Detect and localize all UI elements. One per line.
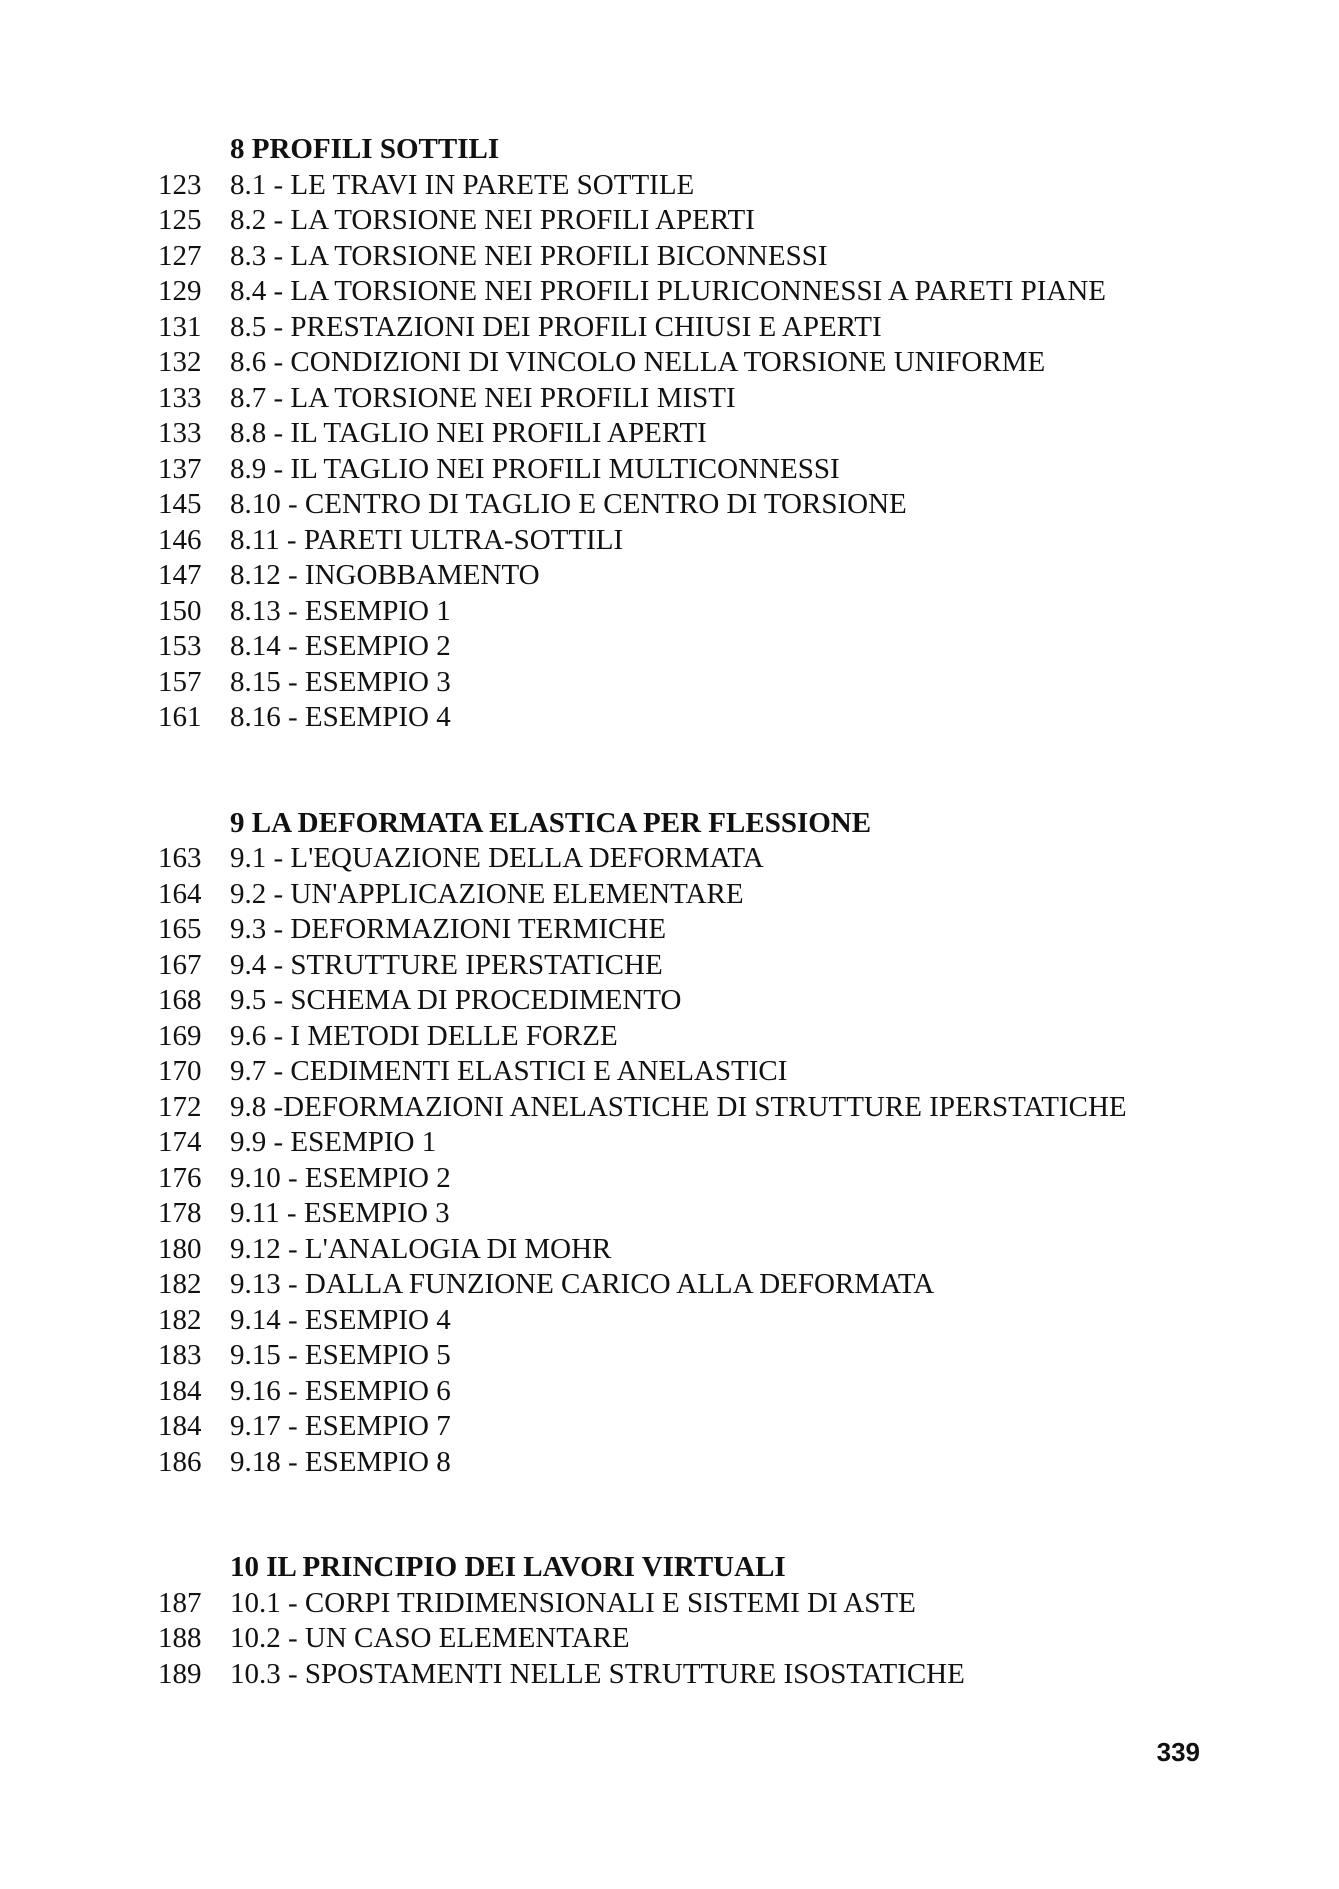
entry-title: 8.4 - LA TORSIONE NEI PROFILI PLURICONNESSI A PARETI PIANE — [230, 275, 1106, 307]
entry-page: 125 — [158, 204, 202, 236]
toc-entry — [158, 558, 1278, 594]
entry-title: 8.10 - CENTRO DI TAGLIO E CENTRO DI TORSIONE — [230, 488, 907, 520]
entry-title: 9.1 - L'EQUAZIONE DELLA DEFORMATA — [230, 842, 764, 874]
entry-page: 165 — [158, 913, 202, 945]
entry-page: 176 — [158, 1161, 202, 1194]
toc-entry — [158, 983, 1278, 1019]
entry-page: 183 — [158, 1339, 202, 1371]
entry-page: 184 — [158, 1410, 202, 1442]
entry-title: 8.11 - PARETI ULTRA-SOTTILI — [230, 523, 624, 556]
table-of-contents — [158, 132, 1278, 1692]
toc-entry — [158, 1161, 1278, 1197]
entry-title: 8.6 - CONDIZIONI DI VINCOLO NELLA TORSIONE UNIFORME — [230, 346, 1046, 378]
entry-title: 8.1 - LE TRAVI IN PARETE SOTTILE — [230, 168, 695, 201]
entry-page: 133 — [158, 417, 202, 449]
toc-section-8 — [158, 132, 1278, 736]
entry-page: 129 — [158, 275, 202, 307]
toc-entry — [158, 1409, 1278, 1445]
entry-title: 9.9 - ESEMPIO 1 — [230, 1126, 437, 1158]
entry-title: 9.6 - I METODI DELLE FORZE — [230, 1019, 618, 1052]
entry-page: 182 — [158, 1303, 202, 1336]
toc-entry — [158, 345, 1278, 381]
entry-title: 10.2 - UN CASO ELEMENTARE — [230, 1622, 630, 1654]
toc-entry — [158, 629, 1278, 665]
toc-entry — [158, 381, 1278, 417]
entry-page: 163 — [158, 842, 202, 874]
entry-page: 169 — [158, 1019, 202, 1052]
entry-page: 147 — [158, 559, 202, 591]
entry-title: 9.12 - L'ANALOGIA DI MOHR — [230, 1232, 612, 1265]
entry-page: 170 — [158, 1055, 202, 1087]
entry-title: 9.7 - CEDIMENTI ELASTICI E ANELASTICI — [230, 1055, 788, 1087]
toc-entry — [158, 1232, 1278, 1268]
entry-page: 172 — [158, 1090, 202, 1123]
toc-entry — [158, 1445, 1278, 1481]
toc-entry — [158, 168, 1278, 204]
entry-title: 9.8 -DEFORMAZIONI ANELASTICHE DI STRUTTURE IPERSTATICHE — [230, 1090, 1127, 1123]
entry-title: 9.14 - ESEMPIO 4 — [230, 1303, 451, 1336]
entry-title: 8.2 - LA TORSIONE NEI PROFILI APERTI — [230, 204, 755, 236]
toc-entry — [158, 665, 1278, 701]
toc-entry — [158, 203, 1278, 239]
toc-entry — [158, 1338, 1278, 1374]
entry-page: 167 — [158, 948, 202, 981]
entry-title: 8.15 - ESEMPIO 3 — [230, 665, 451, 698]
entry-page: 127 — [158, 239, 202, 272]
entry-title: 9.10 - ESEMPIO 2 — [230, 1161, 451, 1194]
toc-entry — [158, 1657, 1278, 1693]
entry-page: 188 — [158, 1622, 202, 1654]
entry-title: 9.13 - DALLA FUNZIONE CARICO ALLA DEFORMATA — [230, 1268, 935, 1300]
toc-entry — [158, 1374, 1278, 1410]
entry-title: 8.16 - ESEMPIO 4 — [230, 701, 451, 733]
toc-entry — [158, 310, 1278, 346]
entry-page: 153 — [158, 630, 202, 662]
entry-page: 131 — [158, 310, 202, 343]
toc-entry — [158, 239, 1278, 275]
entry-page: 174 — [158, 1126, 202, 1158]
entry-title: 9.3 - DEFORMAZIONI TERMICHE — [230, 913, 667, 945]
section-heading: 10 IL PRINCIPIO DEI LAVORI VIRTUALI — [230, 1551, 786, 1583]
entry-page: 189 — [158, 1657, 202, 1690]
entry-page: 133 — [158, 381, 202, 414]
entry-title: 10.1 - CORPI TRIDIMENSIONALI E SISTEMI DI ASTE — [230, 1586, 916, 1619]
toc-entry — [158, 700, 1278, 736]
toc-entry — [158, 274, 1278, 310]
entry-page: 137 — [158, 452, 202, 485]
toc-entry — [158, 523, 1278, 559]
toc-entry — [158, 912, 1278, 948]
entry-title: 8.9 - IL TAGLIO NEI PROFILI MULTICONNESSI — [230, 452, 840, 485]
entry-title: 8.8 - IL TAGLIO NEI PROFILI APERTI — [230, 417, 707, 449]
toc-entry — [158, 1267, 1278, 1303]
entry-page: 164 — [158, 877, 202, 910]
entry-page: 161 — [158, 701, 202, 733]
entry-page: 184 — [158, 1374, 202, 1407]
entry-title: 9.15 - ESEMPIO 5 — [230, 1339, 451, 1371]
entry-page: 145 — [158, 488, 202, 520]
entry-title: 9.11 - ESEMPIO 3 — [230, 1197, 450, 1229]
toc-section-9 — [158, 806, 1278, 1481]
entry-title: 8.13 - ESEMPIO 1 — [230, 594, 451, 627]
section-heading: 8 PROFILI SOTTILI — [230, 133, 500, 165]
entry-title: 8.12 - INGOBBAMENTO — [230, 559, 540, 591]
toc-entry — [158, 1125, 1278, 1161]
entry-title: 9.17 - ESEMPIO 7 — [230, 1410, 451, 1442]
toc-entry — [158, 1303, 1278, 1339]
entry-title: 8.3 - LA TORSIONE NEI PROFILI BICONNESSI — [230, 239, 828, 272]
toc-entry — [158, 877, 1278, 913]
entry-title: 9.18 - ESEMPIO 8 — [230, 1445, 451, 1478]
entry-page: 182 — [158, 1268, 202, 1300]
entry-title: 9.4 - STRUTTURE IPERSTATICHE — [230, 948, 663, 981]
toc-entry — [158, 1196, 1278, 1232]
section-heading: 9 LA DEFORMATA ELASTICA PER FLESSIONE — [230, 806, 872, 839]
entry-page: 187 — [158, 1586, 202, 1619]
entry-title: 8.5 - PRESTAZIONI DEI PROFILI CHIUSI E APERTI — [230, 310, 882, 343]
entry-title: 8.7 - LA TORSIONE NEI PROFILI MISTI — [230, 381, 736, 414]
entry-page: 186 — [158, 1445, 202, 1478]
entry-title: 8.14 - ESEMPIO 2 — [230, 630, 451, 662]
entry-title: 10.3 - SPOSTAMENTI NELLE STRUTTURE ISOSTATICHE — [230, 1657, 965, 1690]
toc-entry — [158, 1019, 1278, 1055]
entry-page: 178 — [158, 1197, 202, 1229]
toc-entry — [158, 948, 1278, 984]
entry-page: 132 — [158, 346, 202, 378]
entry-page: 168 — [158, 984, 202, 1016]
entry-page: 123 — [158, 168, 202, 201]
toc-entry — [158, 452, 1278, 488]
page-number: 339 — [1156, 1737, 1200, 1767]
entry-title: 9.2 - UN'APPLICAZIONE ELEMENTARE — [230, 877, 744, 910]
toc-section-10 — [158, 1550, 1278, 1692]
toc-entry — [158, 1090, 1278, 1126]
toc-entry — [158, 416, 1278, 452]
entry-page: 150 — [158, 594, 202, 627]
toc-entry — [158, 594, 1278, 630]
entry-page: 146 — [158, 523, 202, 556]
entry-title: 9.16 - ESEMPIO 6 — [230, 1374, 451, 1407]
entry-title: 9.5 - SCHEMA DI PROCEDIMENTO — [230, 984, 682, 1016]
toc-entry — [158, 1621, 1278, 1657]
entry-page: 180 — [158, 1232, 202, 1265]
toc-entry — [158, 1054, 1278, 1090]
toc-entry — [158, 841, 1278, 877]
toc-entry — [158, 1586, 1278, 1622]
toc-entry — [158, 487, 1278, 523]
entry-page: 157 — [158, 665, 202, 698]
